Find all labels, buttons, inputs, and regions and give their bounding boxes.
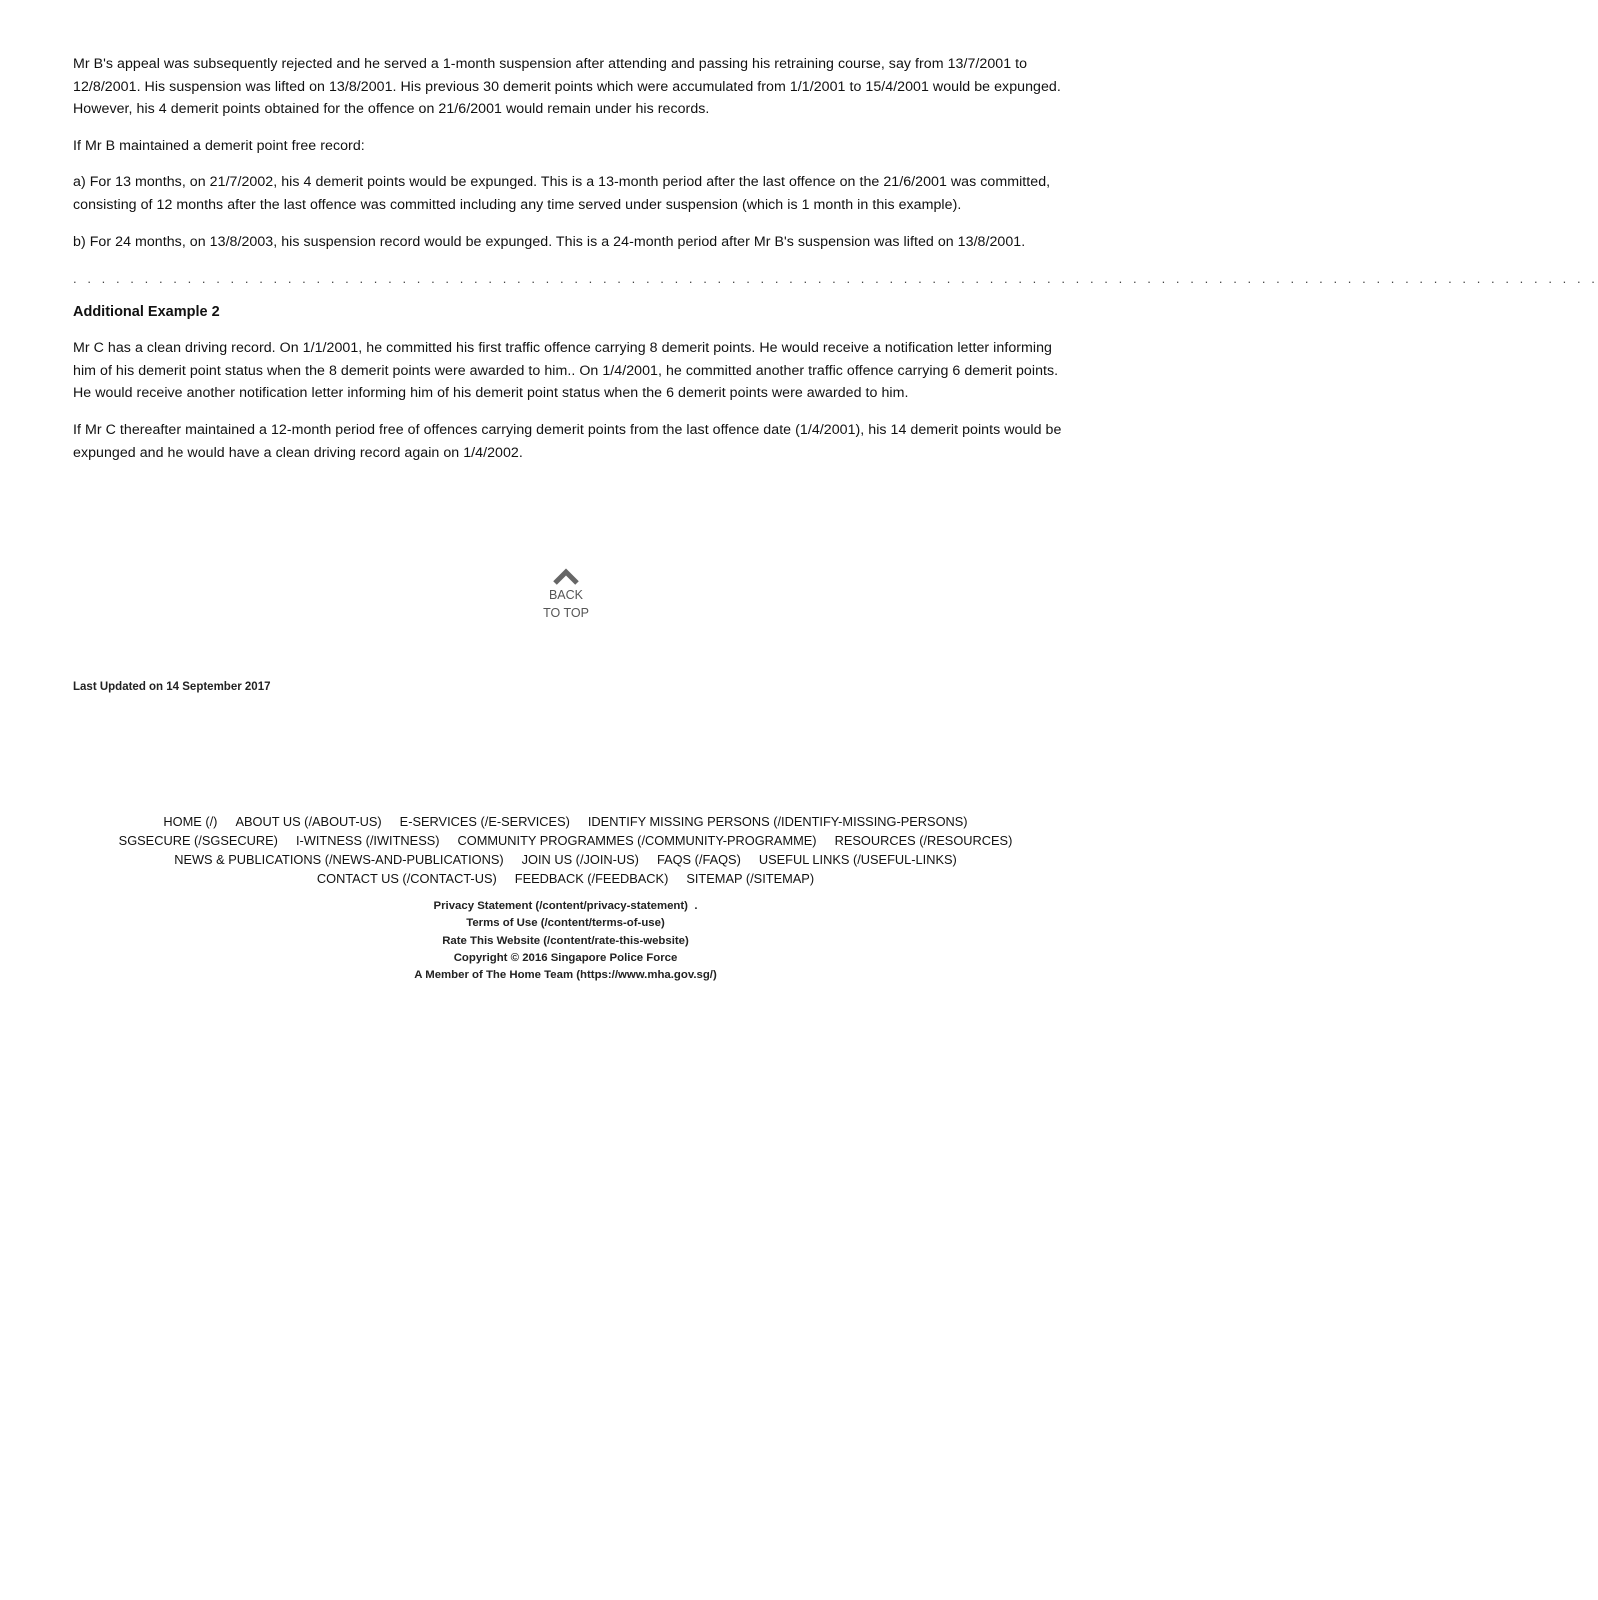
paragraph-mr-b-appeal: Mr B's appeal was subsequently rejected and he served a 1-month suspension after attending and passing his retraining course, say from 13/7/2001 to 12/8/2001. His suspension was lifted on 13/8/2001. His previous 30 demerit points which were accumulated from 1/1/2001 to 15/4/2001 would be expunged. However, his 4 demerit points obtained for the offence on 21/6/2001 would remain under his records.	[73, 56, 1061, 118]
footer-link-useful-links[interactable]: USEFUL LINKS (/USEFUL-LINKS)	[758, 852, 957, 867]
footer-link-sitemap[interactable]: SITEMAP (/SITEMAP)	[686, 871, 815, 886]
footer-nav	[0, 812, 1131, 888]
rate-website-link[interactable]: Rate This Website (/content/rate-this-website)	[442, 934, 689, 947]
footer-link-e-services[interactable]: E-SERVICES (/E-SERVICES)	[399, 814, 570, 829]
footer-link-i-witness[interactable]: I-WITNESS (/IWITNESS)	[295, 833, 440, 848]
footer-nav-row	[0, 869, 1131, 888]
footer-link-community-programmes[interactable]: COMMUNITY PROGRAMMES (/COMMUNITY-PROGRAMME)	[457, 833, 817, 848]
footer-nav-row	[0, 831, 1131, 850]
footer-link-news-publications[interactable]: NEWS & PUBLICATIONS (/NEWS-AND-PUBLICATIONS)	[174, 852, 504, 867]
footer-link-identify-missing-persons[interactable]: IDENTIFY MISSING PERSONS (/IDENTIFY-MISSING-PERSONS)	[587, 814, 968, 829]
privacy-line	[0, 898, 1131, 915]
footer-link-join-us[interactable]: JOIN US (/JOIN-US)	[521, 852, 639, 867]
chevron-up-icon	[520, 568, 612, 586]
dotted-separator: . . . . . . . . . . . . . . . . . . . . . . . . . . . . . . . . . . . . . . . . . . . . . . . . . . . . . . . . . . . . . . . . . . . . . . . . . . . . . . . . . . . . . . . . . . . . . . . . . . . . . . . . . . .	[73, 271, 1598, 287]
footer-link-sgsecure[interactable]: SGSECURE (/SGSECURE)	[118, 833, 278, 848]
footer-link-home[interactable]: HOME (/)	[163, 814, 218, 829]
terms-of-use-link[interactable]: Terms of Use (/content/terms-of-use)	[466, 917, 665, 930]
paragraph-mr-c-record: Mr C has a clean driving record. On 1/1/2001, he committed his first traffic offence carrying 8 demerit points. He would receive a notification letter informing him of his demerit point status when the 8 demerit points were awarded to him.. On 1/4/2001, he committed another traffic offence carrying 6 demerit points. He would receive another notification letter informing him of his demerit point status when the 6 demerit points were awarded to him.	[73, 340, 1059, 402]
privacy-statement-link[interactable]: Privacy Statement (/content/privacy-statement)	[433, 900, 688, 912]
last-updated-date: Last Updated on 14 September 2017	[73, 681, 271, 693]
footer-link-resources[interactable]: RESOURCES (/RESOURCES)	[834, 833, 1013, 848]
privacy-suffix: .	[687, 900, 698, 912]
footer-link-faqs[interactable]: FAQS (/FAQS)	[656, 852, 741, 867]
back-to-top-button[interactable]	[520, 568, 612, 622]
footer-link-feedback[interactable]: FEEDBACK (/FEEDBACK)	[514, 871, 669, 886]
paragraph-mr-c-expunged: If Mr C thereafter maintained a 12-month period free of offences carrying demerit points from the last offence date (1/4/2001), his 14 demerit points would be expunged and he would have a clean driving record again on 1/4/2002.	[73, 421, 1062, 461]
paragraph-demerit-free-record: If Mr B maintained a demerit point free record:	[73, 137, 365, 154]
paragraph-24-months: b) For 24 months, on 13/8/2003, his suspension record would be expunged. This is a 24-month period after Mr B's suspension was lifted on 13/8/2001.	[73, 233, 1026, 250]
footer-nav-row	[0, 812, 1131, 831]
back-to-top-label-1: BACK	[548, 588, 584, 602]
footer-link-contact-us[interactable]: CONTACT US (/CONTACT-US)	[316, 871, 497, 886]
main-content	[73, 53, 1598, 478]
footer-nav-row	[0, 850, 1131, 869]
paragraph-13-months: a) For 13 months, on 21/7/2002, his 4 demerit points would be expunged. This is a 13-month period after the last offence on the 21/6/2001 was committed, consisting of 12 months after the last offence was committed including any time served under suspension (which is 1 month in this example).	[73, 174, 1051, 213]
footer-link-about-us[interactable]: ABOUT US (/ABOUT-US)	[235, 814, 382, 829]
home-team-link[interactable]: A Member of The Home Team (https://www.mha.gov.sg/)	[414, 969, 717, 982]
footer-meta	[0, 898, 1131, 984]
copyright-text: Copyright © 2016 Singapore Police Force	[453, 951, 678, 964]
section-heading: Additional Example 2	[73, 304, 220, 321]
back-to-top-label-2: TO TOP	[543, 606, 589, 620]
